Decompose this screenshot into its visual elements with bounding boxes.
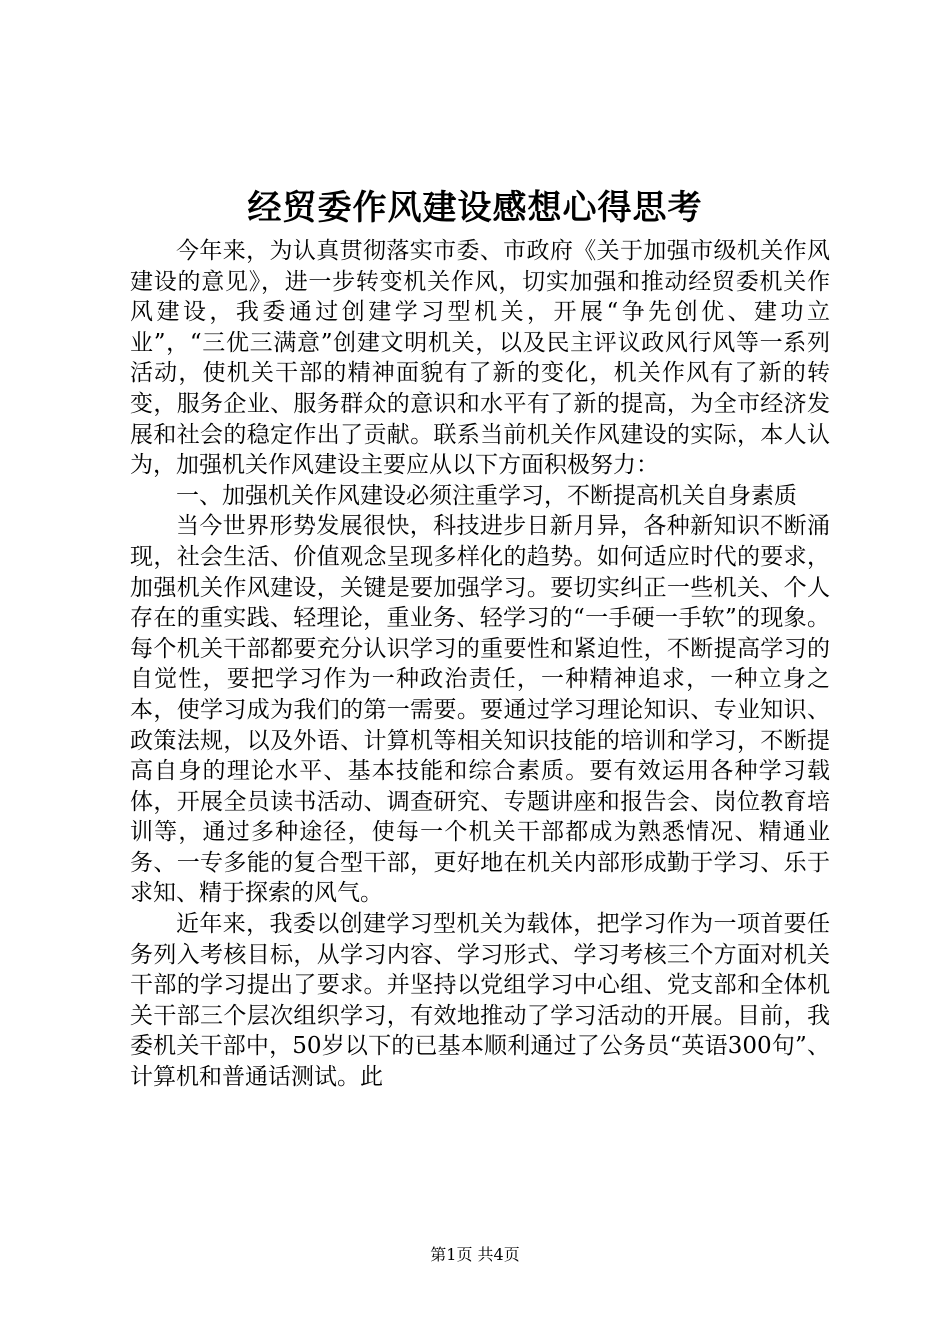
paragraph-intro: 今年来，为认真贯彻落实市委、市政府《关于加强市级机关作风建设的意见》，进一步转变机关作风，切实加强和推动经贸委机关作风建设，我委通过创建学习型机关，开展“争先创优、建功立业”，“三优三满意”创建文明机关，以及民主评议政风行风等一系列活动，使机关干部的精神面貌有了新的变化，机关作风有了新的转变，服务企业、服务群众的意识和水平有了新的提高，为全市经济发展和社会的稳定作出了贡献。联系当前机关作风建设的实际，本人认为，加强机关作风建设主要应从以下方面积极努力： [130, 238, 830, 479]
paragraph-recent-years: 近年来，我委以创建学习型机关为载体，把学习作为一项首要任务列入考核目标，从学习内容、学习形式、学习考核三个方面对机关干部的学习提出了要求。并坚持以党组学习中心组、党支部和全体机关干部三个层次组织学习，有效地推动了学习活动的开展。目前，我委机关干部中，50岁以下的已基本顺利通过了公务员“英语300句”、计算机和普通话测试。此 [130, 911, 830, 1091]
document-title: 经贸委作风建设感想心得思考 [247, 188, 703, 228]
section-heading-1: 一、加强机关作风建设必须注重学习，不断提高机关自身素质 [176, 482, 797, 509]
paragraph-section-1: 当今世界形势发展很快，科技进步日新月异，各种新知识不断涌现，社会生活、价值观念呈现多样化的趋势。如何适应时代的要求，加强机关作风建设，关键是要加强学习。要切实纠正一些机关、个人存在的重实践、轻理论，重业务、轻学习的“一手硬一手软”的现象。每个机关干部都要充分认识学习的重要性和紧迫性，不断提高学习的自觉性，要把学习作为一种政治责任，一种精神追求，一种立身之本，使学习成为我们的第一需要。要通过学习理论知识、专业知识、政策法规，以及外语、计算机等相关知识技能的培训和学习，不断提高自身的理论水平、基本技能和综合素质。要有效运用各种学习载体，开展全员读书活动、调查研究、专题讲座和报告会、岗位教育培训等，通过多种途径，使每一个机关干部都成为熟悉情况、精通业务、一专多能的复合型干部，更好地在机关内部形成勤于学习、乐于求知、精于探索的风气。 [130, 513, 830, 907]
document-body [130, 236, 830, 1093]
page-number-footer: 第1页 共4页 [430, 1245, 520, 1264]
